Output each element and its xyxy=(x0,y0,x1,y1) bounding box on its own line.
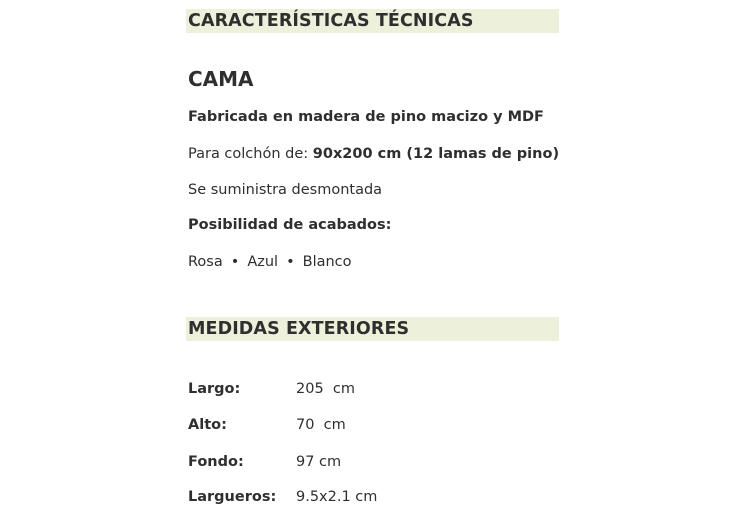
measurement-row-largo xyxy=(188,379,518,399)
measurement-row-fondo xyxy=(188,452,518,472)
material-description: Fabricada en madera de pino macizo y MDF xyxy=(188,109,544,125)
measurement-label: Largo: xyxy=(188,381,241,397)
measurement-row-alto xyxy=(188,415,518,435)
measurement-label: Alto: xyxy=(188,417,227,433)
mattress-size-line xyxy=(188,144,559,164)
finish-option-azul: Azul xyxy=(247,254,279,270)
measurement-label: Fondo: xyxy=(188,454,244,470)
bullet-separator: • xyxy=(286,254,295,270)
finish-options-list xyxy=(188,252,352,272)
measurement-value: 97 cm xyxy=(296,454,342,470)
finishes-heading: Posibilidad de acabados: xyxy=(188,217,392,233)
measurement-value: 70 cm xyxy=(296,417,346,433)
measurement-label: Largueros: xyxy=(188,489,277,505)
supply-note: Se suministra desmontada xyxy=(188,182,383,198)
exterior-measurements-heading: MEDIDAS EXTERIORES xyxy=(188,319,410,339)
finish-option-blanco: Blanco xyxy=(302,254,352,270)
technical-characteristics-heading: CARACTERÍSTICAS TÉCNICAS xyxy=(188,11,474,31)
mattress-size-value: 90x200 cm (12 lamas de pino) xyxy=(312,146,560,162)
finish-option-rosa: Rosa xyxy=(188,254,223,270)
measurement-value: 205 cm xyxy=(296,381,355,397)
measurement-row-largueros xyxy=(188,487,518,507)
bullet-separator: • xyxy=(230,254,240,270)
measurement-value: 9.5x2.1 cm xyxy=(296,489,378,505)
mattress-size-label: Para colchón de: xyxy=(188,146,309,162)
product-name: CAMA xyxy=(188,67,254,91)
